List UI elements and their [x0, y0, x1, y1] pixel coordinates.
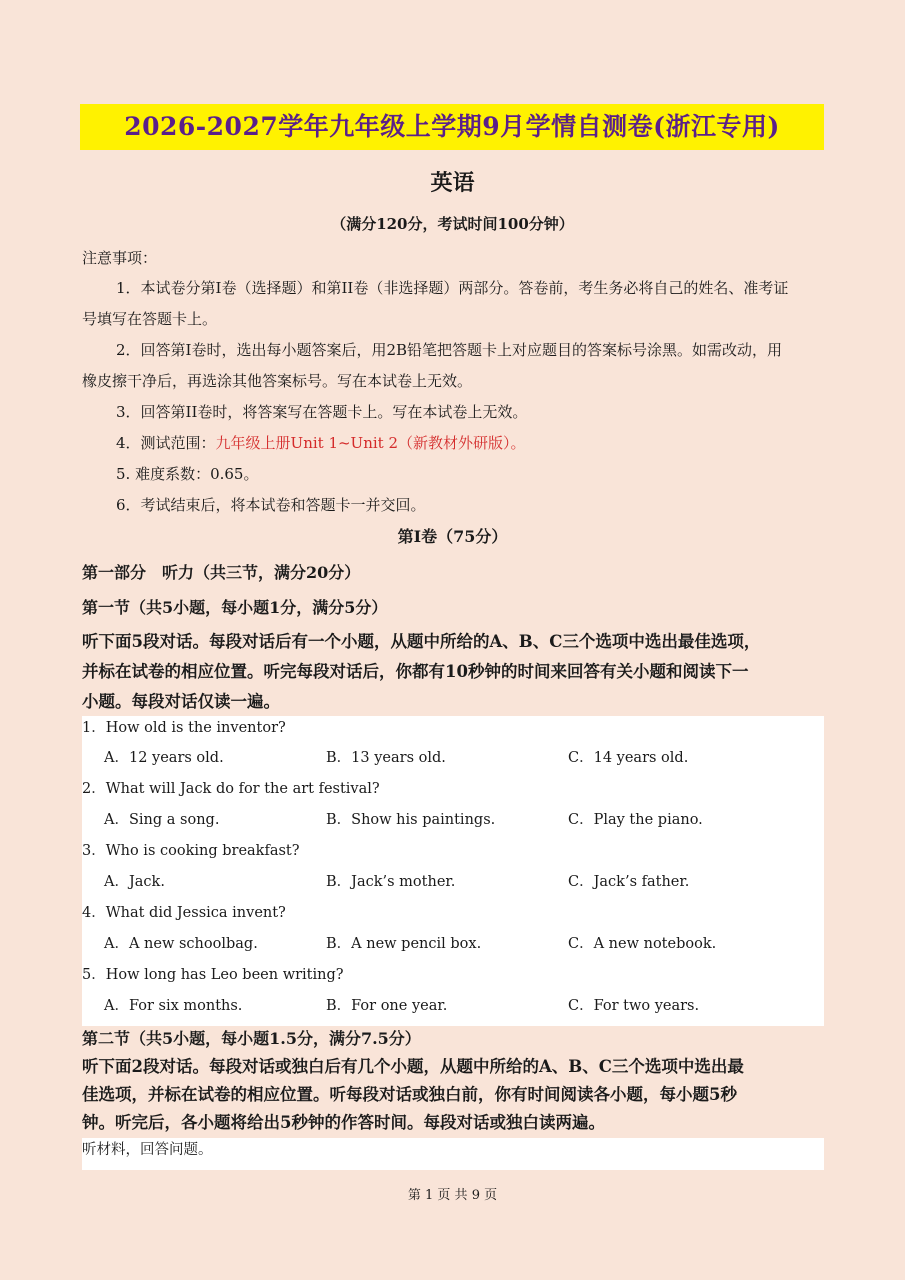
question-2-option-b[interactable]: B．Show his paintings.	[326, 812, 496, 828]
section-1-instructions-line-1: 听下面5段对话。每段对话后有一个小题，从题中所给的A、B、C三个选项中选出最佳选项，	[82, 632, 761, 651]
question-5-option-b[interactable]: B．For one year.	[326, 998, 448, 1014]
question-1-option-a[interactable]: A．12 years old.	[104, 750, 224, 766]
question-5-stem: 5．How long has Leo been writing?	[82, 967, 344, 983]
question-4-option-b[interactable]: B．A new pencil box.	[326, 936, 482, 952]
section-2-heading: 第二节（共5小题，每小题1.5分，满分7.5分）	[82, 1029, 421, 1048]
notice-item-1-line-1: 1．本试卷分第I卷（选择题）和第II卷（非选择题）两部分。答卷前，考生务必将自己的姓名、准考证	[116, 279, 789, 297]
section-2-instructions-line-3: 钟。听完后，各小题将给出5秒钟的作答时间。每段对话或独白读两遍。	[82, 1113, 605, 1132]
part-1-heading: 第一部分 听力（共三节，满分20分）	[82, 563, 361, 582]
notice-item-1-line-2: 号填写在答题卡上。	[82, 310, 218, 328]
question-5-option-a[interactable]: A．For six months.	[104, 998, 243, 1014]
question-2-option-a[interactable]: A．Sing a song.	[104, 812, 220, 828]
question-5-option-c[interactable]: C．For two years.	[568, 998, 700, 1014]
listen-prompt: 听材料，回答问题。	[82, 1142, 213, 1158]
question-4-stem: 4．What did Jessica invent?	[82, 905, 286, 921]
question-2-option-c[interactable]: C．Play the piano.	[568, 812, 703, 828]
question-3-stem: 3．Who is cooking breakfast?	[82, 843, 300, 859]
subject-heading: 英语	[430, 170, 475, 196]
notice-heading: 注意事项：	[82, 249, 158, 267]
page-title: 2026-2027学年九年级上学期9月学情自测卷(浙江专用)	[124, 112, 780, 141]
question-1-option-c[interactable]: C．14 years old.	[568, 750, 689, 766]
question-1-stem: 1．How old is the inventor?	[82, 720, 286, 736]
notice-item-2-line-1: 2．回答第I卷时，选出每小题答案后，用2B铅笔把答题卡上对应题目的答案标号涂黑。如需改动，用	[116, 341, 783, 359]
question-3-option-b[interactable]: B．Jack’s mother.	[326, 874, 456, 890]
section-1-heading: 第一节（共5小题，每小题1分，满分5分）	[82, 598, 388, 617]
notice-item-4-prefix: 4．测试范围：	[116, 434, 216, 452]
question-1-option-b[interactable]: B．13 years old.	[326, 750, 446, 766]
notice-item-4	[116, 431, 526, 455]
question-3-option-a[interactable]: A．Jack.	[104, 874, 165, 890]
score-note: （满分120分，考试时间100分钟）	[331, 215, 574, 233]
section-2-instructions-line-1: 听下面2段对话。每段对话或独白后有几个小题，从题中所给的A、B、C三个选项中选出最	[82, 1057, 744, 1076]
listen-prompt-box	[82, 1138, 824, 1170]
question-3-option-c[interactable]: C．Jack’s father.	[568, 874, 690, 890]
questions-box	[82, 716, 824, 1026]
question-2-stem: 2．What will Jack do for the art festival?	[82, 781, 380, 797]
volume-1-heading: 第I卷（75分）	[397, 527, 508, 546]
notice-item-6: 6．考试结束后，将本试卷和答题卡一并交回。	[116, 496, 426, 514]
notice-item-5: 5. 难度系数：0.65。	[116, 465, 259, 483]
section-1-instructions-line-2: 并标在试卷的相应位置。听完每段对话后，你都有10秒钟的时间来回答有关小题和阅读下一	[82, 662, 749, 681]
notice-item-3: 3．回答第II卷时，将答案写在答题卡上。写在本试卷上无效。	[116, 403, 528, 421]
notice-item-2-line-2: 橡皮擦干净后，再选涂其他答案标号。写在本试卷上无效。	[82, 372, 473, 390]
question-4-option-a[interactable]: A．A new schoolbag.	[104, 936, 258, 952]
test-range: 九年级上册Unit 1~Unit 2（新教材外研版）。	[215, 434, 526, 452]
page-footer: 第 1 页 共 9 页	[407, 1188, 498, 1203]
section-2-instructions-line-2: 佳选项，并标在试卷的相应位置。听每段对话或独白前，你有时间阅读各小题，每小题5秒	[82, 1085, 737, 1104]
question-4-option-c[interactable]: C．A new notebook.	[568, 936, 717, 952]
section-1-instructions-line-3: 小题。每段对话仅读一遍。	[82, 692, 280, 711]
